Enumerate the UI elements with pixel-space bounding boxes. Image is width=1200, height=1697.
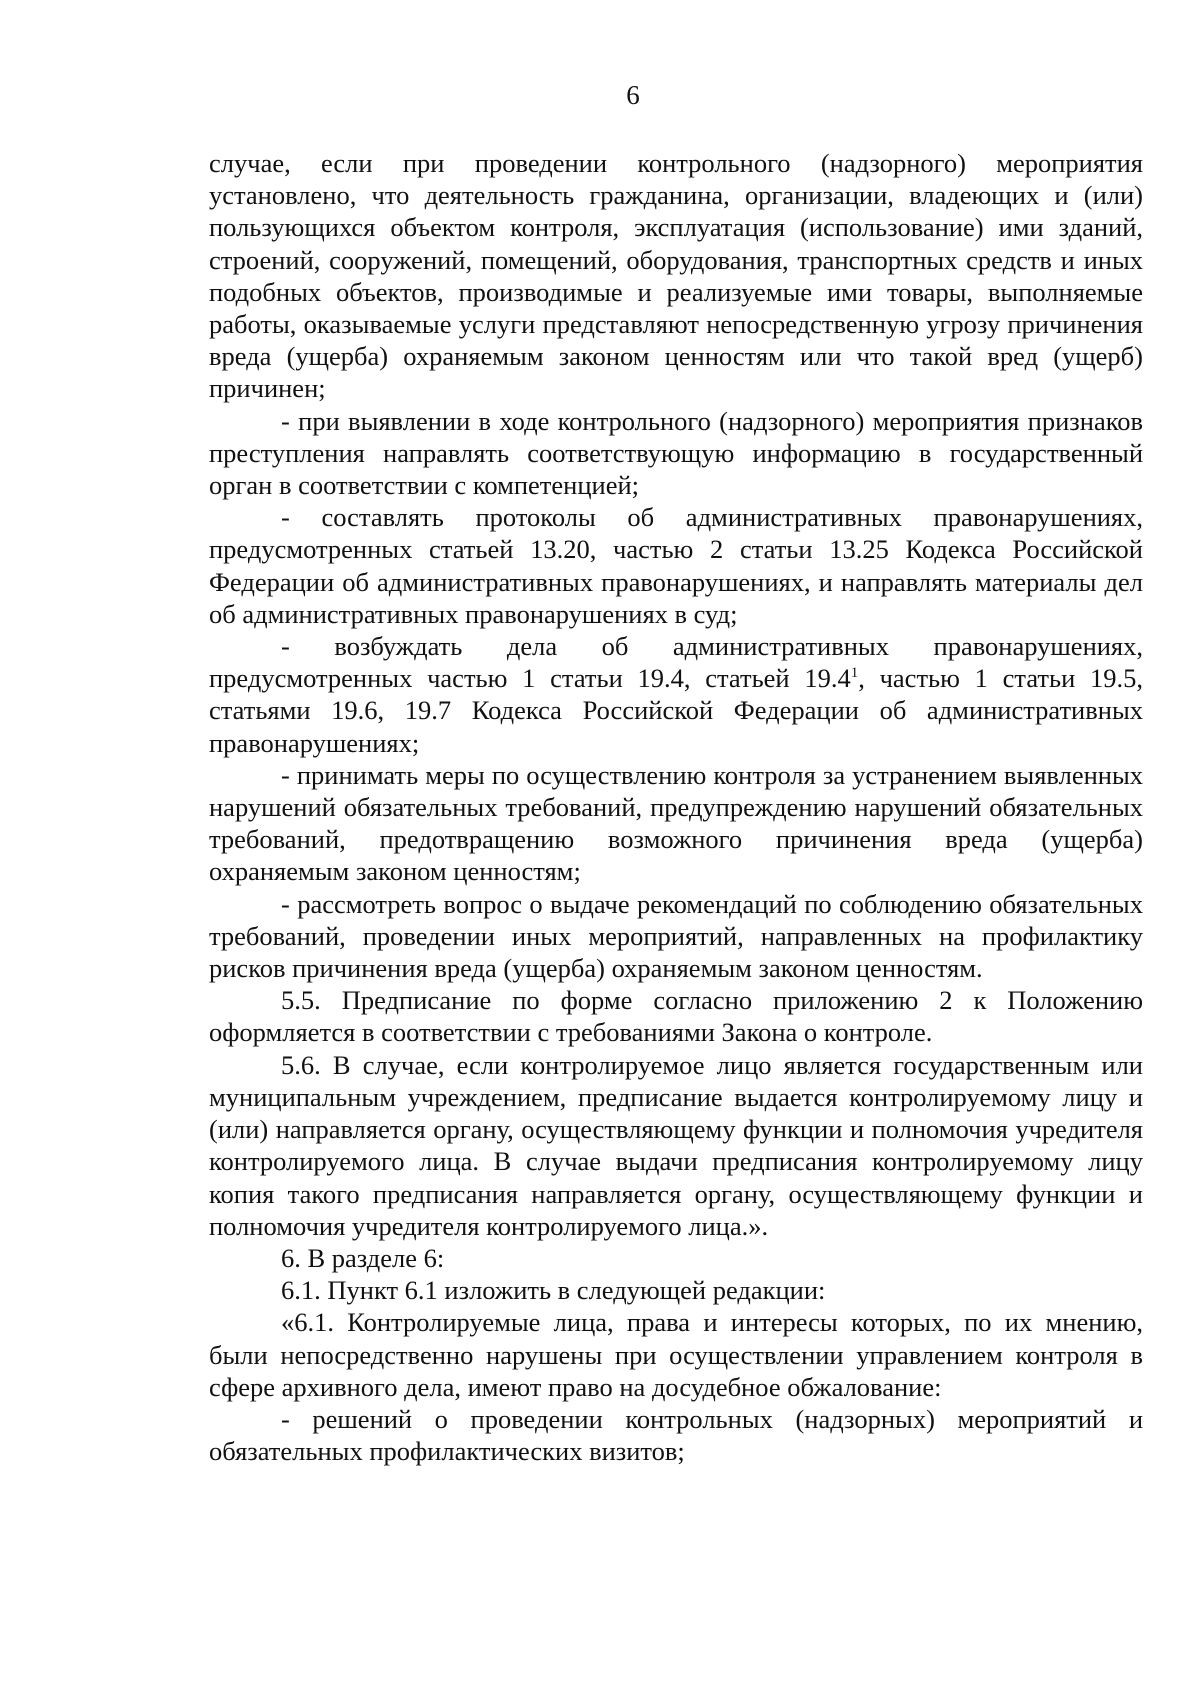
document-body	[209, 147, 1143, 1467]
list-item-decisions: - решений о проведении контрольных (надзорных) мероприятий и обязательных профилактических визитов;	[209, 1403, 1143, 1467]
paragraph-section-6: 6. В разделе 6:	[281, 1242, 445, 1273]
initiate-cases-text-after: , частью 1 статьи 19.5, статьями 19.6, 19.7 Кодекса Российской Федерации об административных правонарушениях;	[209, 663, 1143, 758]
paragraph-5-6: 5.6. В случае, если контролируемое лицо является государственным или муниципальным учреждением, предписание выдается контролируемому лицу и (или) направляется органу, осуществляющему функции и полномочия учредителя контролируемого лица. В случае выдачи предписания контролируемому лицу копия такого предписания направляется органу, осуществляющему функции и полномочия учредителя контролируемого лица.».	[209, 1049, 1143, 1241]
superscript-one: 1	[850, 665, 859, 682]
list-item-report-crime: - при выявлении в ходе контрольного (надзорного) мероприятия признаков преступления направлять соответствующую информацию в государственный орган в соответствии с компетенцией;	[209, 405, 1143, 501]
list-item-initiate-cases	[209, 630, 1143, 759]
paragraph-continuation: случае, если при проведении контрольного (надзорного) мероприятия установлено, что деятельность гражданина, организации, владеющих и (или) пользующихся объектом контроля, эксплуатация (использование) ими зданий, строений, сооружений, помещений, оборудования, транспортных средств и иных подобных объектов, производимые и реализуемые ими товары, выполняемые работы, оказываемые услуги представляют непосредственную угрозу причинения вреда (ущерба) охраняемым законом ценностям или что такой вред (ущерб) причинен;	[209, 148, 1143, 404]
page-number: 6	[626, 80, 640, 110]
list-item-take-measures: - принимать меры по осуществлению контроля за устранением выявленных нарушений обязательных требований, предупреждению нарушений обязательных требований, предотвращению возможного причинения вреда (ущерба) охраняемым законом ценностям;	[209, 759, 1143, 887]
list-item-consider-recommendations: - рассмотреть вопрос о выдаче рекомендаций по соблюдению обязательных требований, проведении иных мероприятий, направленных на профилактику рисков причинения вреда (ущерба) охраняемым законом ценностям.	[209, 888, 1143, 984]
paragraph-6-1-instruction: 6.1. Пункт 6.1 изложить в следующей редакции:	[281, 1275, 826, 1306]
initiate-cases-text-before: - возбуждать дела об административных правонарушениях, предусмотренных частью 1 статьи 19.4, статьей 19.4	[209, 631, 1143, 694]
list-item-draw-up-protocols: - составлять протоколы об административных правонарушениях, предусмотренных статьей 13.20, частью 2 статьи 13.25 Кодекса Российской Федерации об административных правонарушениях, и направлять материалы дел об административных правонарушениях в суд;	[209, 502, 1143, 629]
paragraph-6-1-text: «6.1. Контролируемые лица, права и интересы которых, по их мнению, были непосредственно нарушены при осуществлении управлением контроля в сфере архивного дела, имеют право на досудебное обжалование:	[209, 1307, 1143, 1402]
paragraph-5-5: 5.5. Предписание по форме согласно приложению 2 к Положению оформляется в соответствии с требованиями Закона о контроле.	[209, 985, 1143, 1048]
